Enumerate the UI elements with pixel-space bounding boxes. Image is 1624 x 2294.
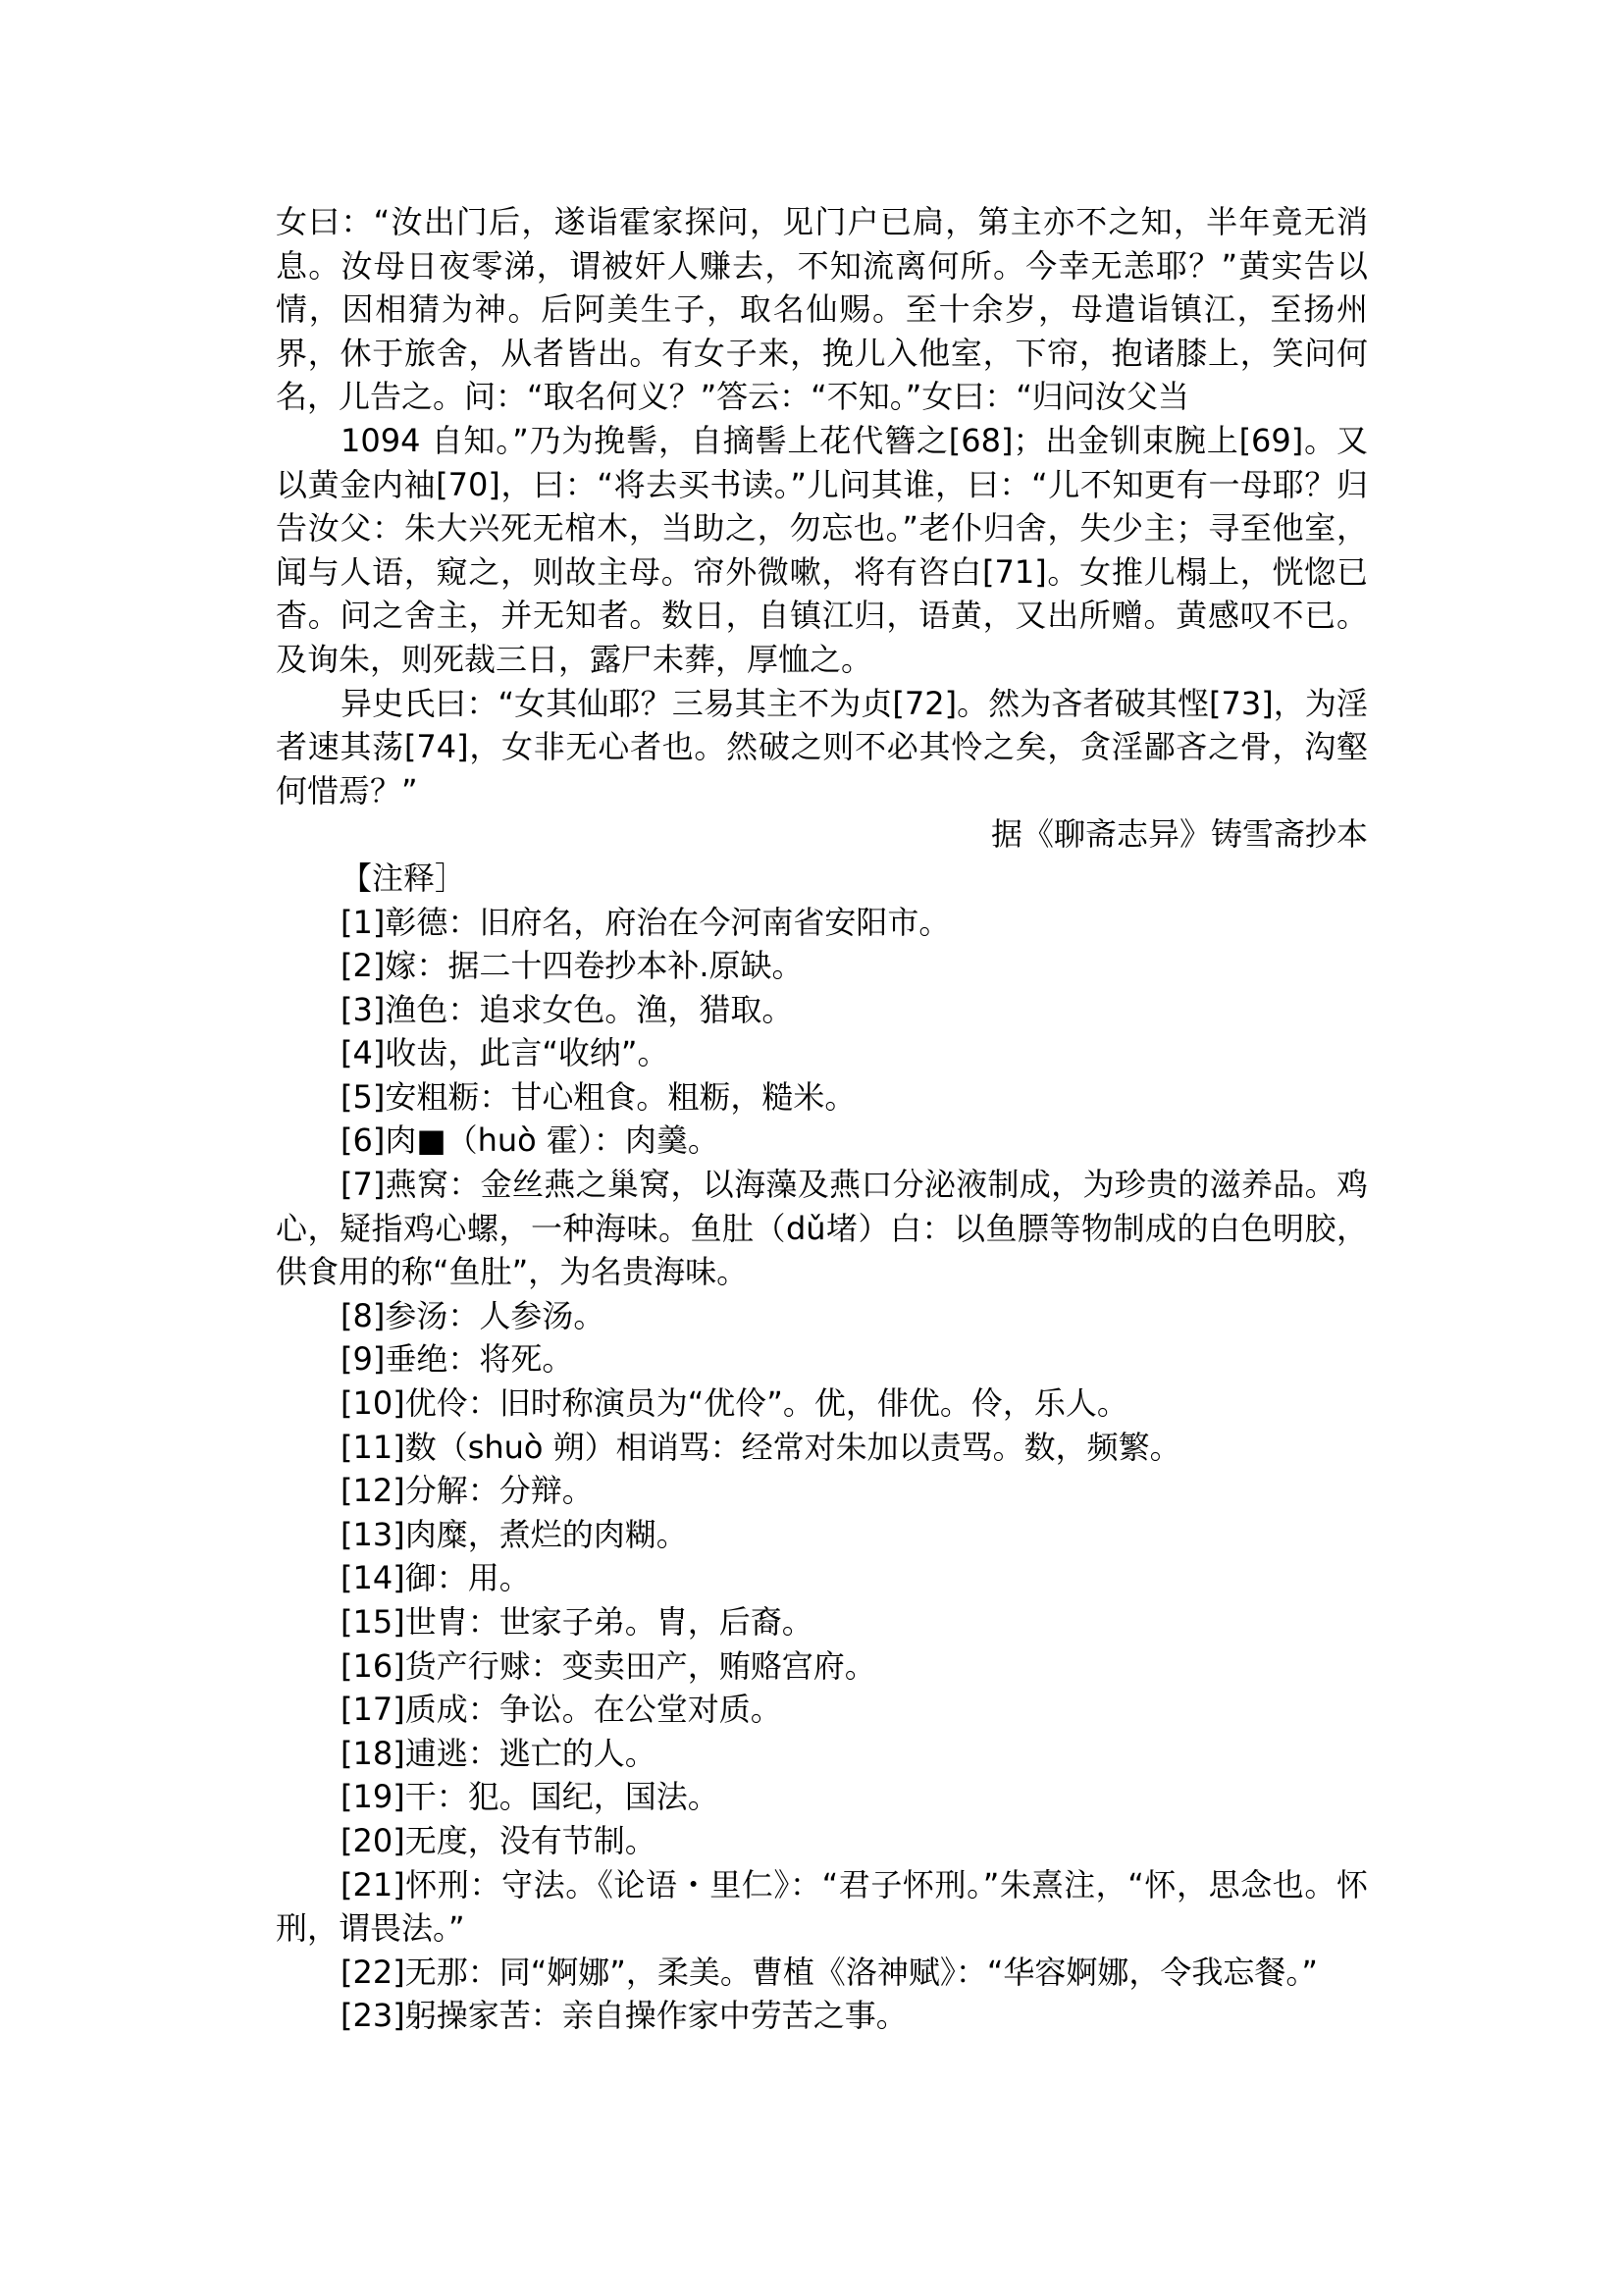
note-item: [23]躬操家苦：亲自操作家中劳苦之事。 xyxy=(341,1997,908,2035)
note-item: [14]御：用。 xyxy=(341,1559,531,1597)
note-item: [3]渔色：追求女色。渔，猎取。 xyxy=(341,990,794,1028)
note-item: [20]无度，没有节制。 xyxy=(341,1821,656,1859)
note-item: [19]干：犯。国纪，国法。 xyxy=(341,1778,719,1816)
note-item: [1]彰德：旧府名，府治在今河南省安阳市。 xyxy=(341,903,951,941)
note-item: [5]安粗粝：甘心粗食。粗粝，糙米。 xyxy=(341,1077,857,1116)
note-item: [16]货产行赇：变卖田产，贿赂宫府。 xyxy=(341,1646,876,1685)
document-page xyxy=(276,200,1368,2038)
note-item: [7]燕窝：金丝燕之巢窝，以海藻及燕口分泌液制成，为珍贵的滋养品。鸡心，疑指鸡心螺，一种海味。鱼肚（dǔ堵）白：以鱼膘等物制成的白色明胶，供食用的称“鱼肚”，为名贵海味。 xyxy=(276,1166,1368,1291)
note-item: [21]怀刑：守法。《论语・里仁》：“君子怀刑。”朱熹注，“怀，思念也。怀刑，谓畏法。” xyxy=(276,1865,1368,1948)
note-item: [9]垂绝：将死。 xyxy=(341,1340,574,1379)
note-item: [11]数（shuò 朔）相诮骂：经常对朱加以责骂。数，频繁。 xyxy=(341,1428,1181,1466)
body-paragraph-1: 女曰：“汝出门后，遂诣霍家探问，见门户已扃，第主亦不之知，半年竟无消息。汝母日夜零涕，谓被奸人赚去，不知流离何所。今幸无恙耶？”黄实告以情，因相猜为神。后阿美生子，取名仙赐。至十余岁，母遣诣镇江，至扬州界，休于旅舍，从者皆出。有女子来，挽儿入他室，下帘，抱诸膝上，笑问何名，儿告之。问：“取名何义？”答云：“不知。”女曰：“归问汝父当 xyxy=(276,203,1368,416)
notes-list xyxy=(276,901,1368,2038)
commentary-paragraph: 异史氏曰：“女其仙耶？三易其主不为贞[72]。然为吝者破其悭[73]，为淫者速其荡[74]，女非无心者也。然破之则不必其怜之矣，贪淫鄙吝之骨，沟壑何惜焉？” xyxy=(276,684,1368,809)
notes-heading: 【注释］ xyxy=(341,859,467,897)
note-item: [10]优伶：旧时称演员为“优伶”。优，俳优。伶，乐人。 xyxy=(341,1384,1128,1423)
note-item: [12]分解：分辩。 xyxy=(341,1472,594,1510)
note-item: [18]逋逃：逃亡的人。 xyxy=(341,1734,656,1772)
note-item: [17]质成：争讼。在公堂对质。 xyxy=(341,1691,782,1729)
note-item: [4]收齿，此言“收纳”。 xyxy=(341,1034,669,1072)
body-paragraph-2: 1094 自知。”乃为挽髻，自摘髻上花代簪之[68]；出金钏束腕上[69]。又以黄金内袖[70]，曰：“将去买书读。”儿问其谁，曰：“儿不知更有一母耶？归告汝父：朱大兴死无棺木，当助之，勿忘也。”老仆归舍，失少主；寻至他室，闻与人语，窥之，则故主母。帘外微嗽，将有咨白[71]。女推儿榻上，恍惚已杳。问之舍主，并无知者。数日，自镇江归，语黄，又出所赠。黄感叹不已。及询朱，则死裁三日，露尸未葬，厚恤之。 xyxy=(276,421,1368,678)
note-item: [2]嫁：据二十四卷抄本补.原缺。 xyxy=(341,947,804,985)
note-item: [8]参汤：人参汤。 xyxy=(341,1296,605,1334)
note-item: [13]肉糜，煮烂的肉糊。 xyxy=(341,1515,688,1553)
source-citation: 据《聊斋志异》铸雪斋抄本 xyxy=(990,815,1368,854)
note-item: [15]世胄：世家子弟。胄，后裔。 xyxy=(341,1603,813,1641)
note-item: [22]无那：同“婀娜”，柔美。曹植《洛神赋》：“华容婀娜，令我忘餐。” xyxy=(341,1953,1319,1991)
note-item: [6]肉■（huò 霍）：肉羹。 xyxy=(341,1121,719,1160)
